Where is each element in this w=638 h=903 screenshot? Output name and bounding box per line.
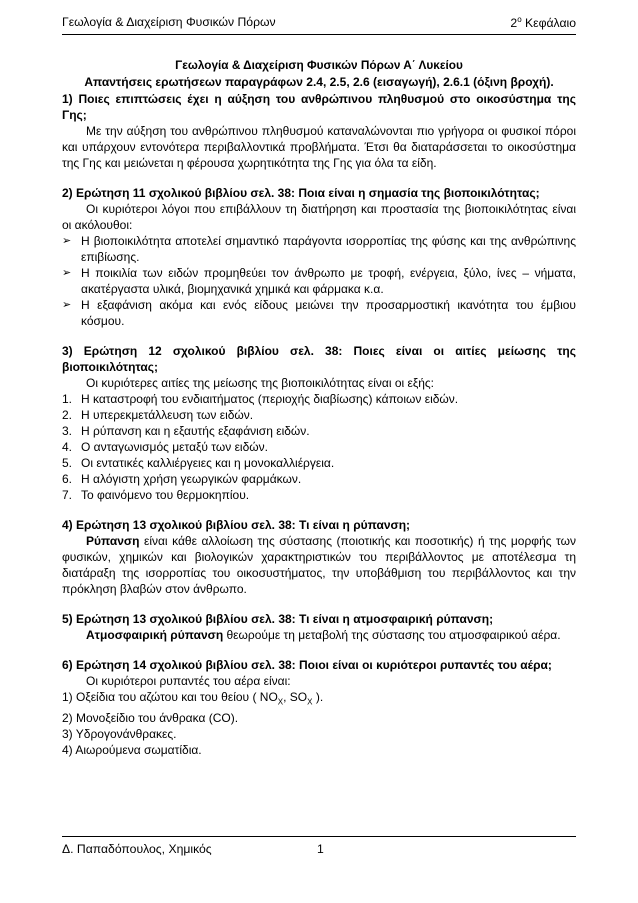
header-rule: [62, 34, 576, 35]
chapter-word: Κεφάλαιο: [525, 16, 576, 31]
bullet-text: Η ποικιλία των ειδών προμηθεύει τον άνθρωπο με τροφή, ενέργεια, ξύλο, ίνες – νήματα, ακατέργαστα υλικά, βιομηχανικά χημικά και φάρμακα κ.α.: [81, 266, 576, 296]
list-item: 4. Ο ανταγωνισμός μεταξύ των ειδών.: [62, 440, 268, 454]
footer-author: Δ. Παπαδόπουλος, Χημικός: [62, 842, 212, 856]
list-item: 2) Μονοξείδιο του άνθρακα (CO).: [62, 711, 239, 726]
list-item: [62, 233, 576, 265]
list-item: 4) Αιωρούμενα σωματίδια.: [62, 743, 202, 758]
footer-rule: [62, 836, 576, 837]
page-number: 1: [317, 842, 324, 856]
chapter-ordinal: ο: [517, 15, 522, 24]
answer-6-intro: Οι κυριότεροι ρυπαντές του αέρα είναι:: [86, 674, 291, 688]
term-air-pollution: Ατμοσφαιρική ρύπανση: [86, 628, 224, 642]
list-item: [62, 265, 576, 297]
answer-3-intro: Οι κυριότερες αιτίες της μείωσης της βιοποικιλότητας είναι οι εξής:: [86, 376, 434, 390]
page-header: [62, 15, 576, 33]
list-item: 3) Υδρογονάνθρακες.: [62, 727, 177, 742]
question-5: 5) Ερώτηση 13 σχολικού βιβλίου σελ. 38: Τι είναι η ατμοσφαιρική ρύπανση;: [62, 612, 494, 626]
question-6: 6) Ερώτηση 14 σχολικού βιβλίου σελ. 38: Ποιοι είναι οι κυριότεροι ρυπαντές του αέρα;: [62, 658, 552, 672]
answer-1: Με την αύξηση του ανθρώπινου πληθυσμού καταναλώνονται πιο γρήγορα οι φυσικοί πόροι και υπάρχουν εντονότερα περιβαλλοντικά προβλήματα. Έτσι θα διαταράσσεται το οικοσύστημα της Γης και μειώνεται η φέρουσα χωρητικότητα της Γης για όλα τα είδη.: [62, 124, 576, 170]
arrow-bullet-icon: ➢: [62, 299, 72, 311]
list-item: 6. Η αλόγιστη χρήση γεωργικών φαρμάκων.: [62, 472, 302, 486]
list-item: 1) Οξείδια του αζώτου και του θείου ( $NO_X$, $SO_X$ ).: [62, 690, 324, 707]
question-3: 3) Ερώτηση 12 σχολικού βιβλίου σελ. 38: Ποιες είναι οι αιτίες μείωσης της βιοποικιλότητας;: [62, 344, 576, 374]
header-chapter: [510, 15, 576, 33]
bullet-text: Η εξαφάνιση ακόμα και ενός είδους μειώνει την προσαρμοστική ικανότητα του έμβιου κόσμου.: [81, 298, 576, 328]
document-body: [62, 57, 576, 758]
list-item: 2. Η υπερεκμετάλλευση των ειδών.: [62, 408, 254, 422]
list-item: 7. Το φαινόμενο του θερμοκηπίου.: [62, 488, 250, 502]
bullet-text: Η βιοποικιλότητα αποτελεί σημαντικό παράγοντα ισορροπίας της φύσης και της ανθρώπινης επιβίωσης.: [81, 234, 576, 264]
question-1: 1) Ποιες επιπτώσεις έχει η αύξηση του ανθρώπινου πληθυσμού στο οικοσύστημα της Γης;: [62, 92, 576, 122]
arrow-bullet-icon: ➢: [62, 235, 72, 247]
arrow-bullet-icon: ➢: [62, 267, 72, 279]
list-item: 1. Η καταστροφή του ενδιαιτήματος (περιοχής διαβίωσης) κάποιων ειδών.: [62, 392, 459, 406]
answer-2-intro: Οι κυριότεροι λόγοι που επιβάλλουν τη διατήρηση και προστασία της βιοποικιλότητας είναι οι ακόλουθοι:: [62, 202, 576, 232]
term-pollution: Ρύπανση: [86, 534, 140, 548]
question-2: 2) Ερώτηση 11 σχολικού βιβλίου σελ. 38: Ποια είναι η σημασία της βιοποικιλότητας;: [62, 186, 540, 200]
page-footer: [62, 842, 576, 858]
list-item: [62, 297, 576, 329]
answer-4: Ρύπανση είναι κάθε αλλοίωση της σύστασης (ποιοτικής και ποσοτικής) ή της μορφής των φυσικών, χημικών και βιολογικών χαρακτηριστικών του περιβάλλοντος με αποτέλεσμα τη διατάραξη της ισορροπίας του οικοσυστήματος, την υποβάθμιση του περιβάλλοντος και την πρόκληση βλαβών στον άνθρωπο.: [62, 534, 576, 596]
chapter-number: 2: [510, 16, 518, 31]
document-title: Γεωλογία & Διαχείριση Φυσικών Πόρων Α΄ Λυκείου: [175, 58, 463, 72]
answer-5: Ατμοσφαιρική ρύπανση θεωρούμε τη μεταβολή της σύστασης του ατμοσφαιρικού αέρα.: [86, 628, 561, 642]
list-item: 5. Οι εντατικές καλλιέργειες και η μονοκαλλιέργεια.: [62, 456, 335, 470]
document-subtitle: Απαντήσεις ερωτήσεων παραγράφων 2.4, 2.5, 2.6 (εισαγωγή), 2.6.1 (όξινη βροχή).: [84, 75, 554, 89]
question-4: 4) Ερώτηση 13 σχολικού βιβλίου σελ. 38: Τι είναι η ρύπανση;: [62, 518, 411, 532]
header-title: Γεωλογία & Διαχείριση Φυσικών Πόρων: [62, 15, 276, 29]
list-item: 3. Η ρύπανση και η εξαυτής εξαφάνιση ειδών.: [62, 424, 310, 438]
